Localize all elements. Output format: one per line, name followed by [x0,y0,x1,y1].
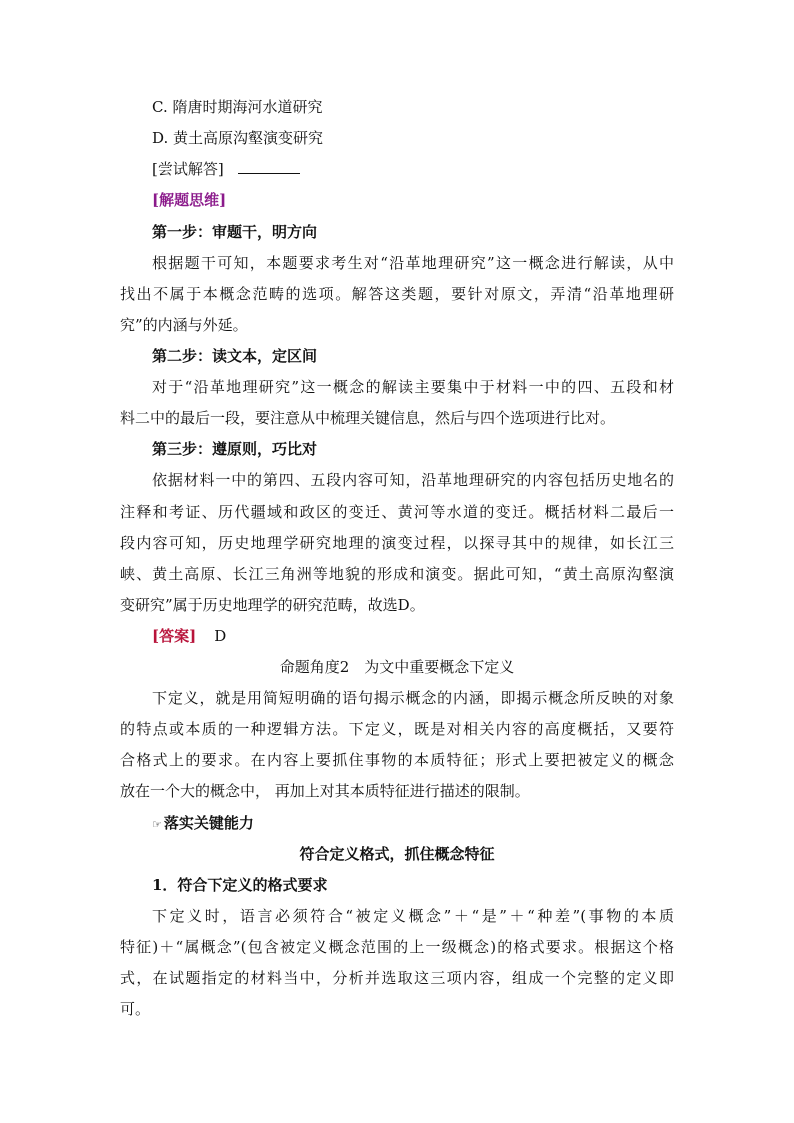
point1-line: 特征)＋“属概念”(包含被定义概念范围的上一级概念)的格式要求。根据这个格 [120,938,674,956]
step1-line: 究”的内涵与外延。 [120,316,248,334]
answer-row [152,626,226,646]
step1-title: 第一步：审题干，明方向 [152,223,318,241]
point1-line: 式，在试题指定的材料当中，分析并选取这三项内容，组成一个完整的定义即 [120,969,674,987]
point1-line: 可。 [120,1000,151,1018]
option-d: D. 黄土高原沟壑演变研究 [152,129,324,147]
answer-label: [答案] [152,627,197,645]
section-line: 合格式上的要求。在内容上要抓住事物的本质特征；形式上要把被定义的概念 [120,751,674,769]
pointing-hand-icon: ☞ [152,818,162,831]
answer-value: D [214,627,227,645]
section-line: 下定义，就是用简短明确的语句揭示概念的内涵，即揭示概念所反映的对象 [152,689,674,707]
step3-title: 第三步：遵原则，巧比对 [152,440,318,458]
step2-title: 第二步：读文本，定区间 [152,347,318,365]
step3-line: 注释和考证、历代疆域和政区的变迁、黄河等水道的变迁。概括材料二最后一 [120,503,674,521]
option-c: C. 隋唐时期海河水道研究 [152,98,323,116]
ability-title: 落实关键能力 [163,814,254,832]
step3-line: 峡、黄土高原、长江三角洲等地貌的形成和演变。据此可知，“黄土高原沟壑演 [120,565,674,583]
point1-title: 1．符合下定义的格式要求 [152,876,328,894]
thinking-label: [解题思维] [152,191,227,209]
step2-line: 对于“沿革地理研究”这一概念的解读主要集中于材料一中的四、五段和材 [152,378,674,396]
section-line: 的特点或本质的一种逻辑方法。下定义，既是对相关内容的高度概括，又要符 [120,720,674,738]
step3-line: 依据材料一中的第四、五段内容可知，沿革地理研究的内容包括历史地名的 [152,471,674,489]
section-line: 放在一个大的概念中， 再加上对其本质特征进行描述的限制。 [120,782,530,800]
step1-line: 找出不属于本概念范畴的选项。解答这类题，要针对原文，弄清“沿革地理研 [120,285,674,303]
step2-line: 料二中的最后一段，要注意从中梳理关键信息，然后与四个选项进行比对。 [120,409,616,427]
section-title: 命题角度2 为文中重要概念下定义 [279,658,515,676]
step3-line: 段内容可知，历史地理学研究地理的演变过程，以探寻其中的规律，如长江三 [120,534,674,552]
attempt-label: [尝试解答] [152,160,224,178]
ability-subtitle: 符合定义格式，抓住概念特征 [299,845,495,863]
answer-blank[interactable] [238,159,300,174]
step1-line: 根据题干可知，本题要求考生对“沿革地理研究”这一概念进行解读，从中 [152,254,674,272]
attempt-row [152,159,300,179]
step3-line: 变研究”属于历史地理学的研究范畴，故选D。 [120,596,425,614]
ability-row [152,813,254,835]
point1-line: 下定义时，语言必须符合“被定义概念”＋“是”＋“种差”(事物的本质 [152,907,674,925]
